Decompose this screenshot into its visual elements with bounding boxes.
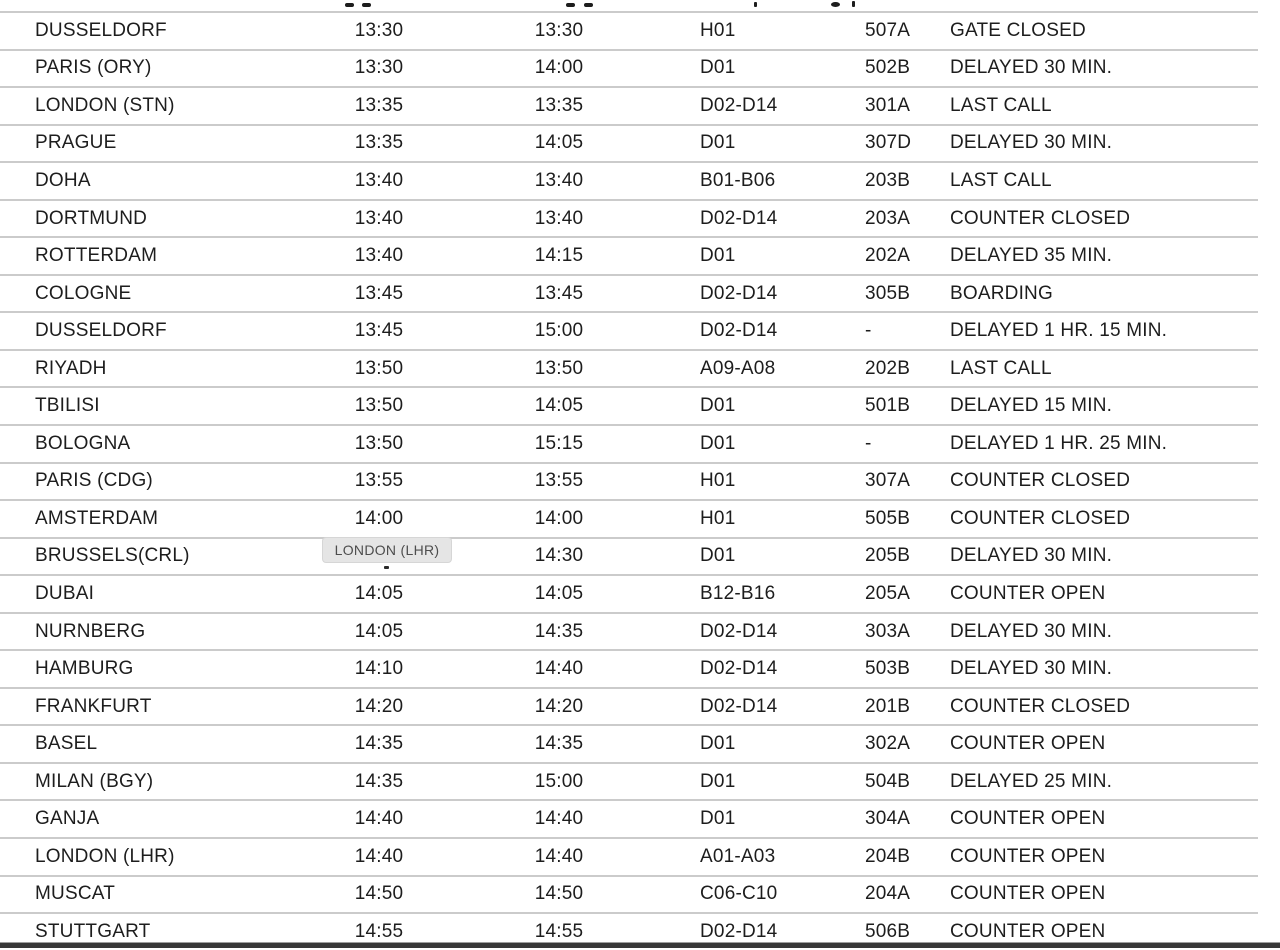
expected-time-cell: 13:30 [534,19,584,41]
expected-time-cell: 14:05 [534,582,584,604]
destination-cell: DUSSELDORF [35,19,167,41]
scheduled-time-cell: 13:30 [354,19,404,41]
gate-cell: 504B [865,770,911,792]
destination-cell: LONDON (STN) [35,94,175,116]
expected-time-cell: 14:35 [534,620,584,642]
expected-time-cell: 14:35 [534,733,584,755]
gate-cell: - [865,432,872,454]
destination-cell: LONDON (LHR) [35,845,175,867]
table-row[interactable] [0,762,1258,800]
expected-time-cell: 13:40 [534,207,584,229]
table-row[interactable] [0,11,1258,49]
status-cell: COUNTER OPEN [950,733,1106,755]
destination-cell: NURNBERG [35,620,146,642]
gate-cell: 507A [865,19,911,41]
scheduled-time-cell: 13:50 [354,432,404,454]
destination-cell: BASEL [35,733,98,755]
checkin-desk-cell: D01 [700,545,736,567]
gate-cell: 302A [865,733,911,755]
table-row[interactable] [0,236,1258,274]
destination-cell: PRAGUE [35,132,117,154]
scheduled-time-cell: 14:10 [354,658,404,680]
table-row[interactable] [0,687,1258,725]
status-cell: GATE CLOSED [950,19,1086,41]
scheduled-time-cell: 13:30 [354,57,404,79]
table-row[interactable] [0,462,1258,500]
destination-cell: AMSTERDAM [35,507,159,529]
scheduled-time-cell: 14:20 [354,695,404,717]
scheduled-time-cell: 13:45 [354,320,404,342]
expected-time-cell: 14:15 [534,245,584,267]
gate-cell: 503B [865,658,911,680]
status-cell: COUNTER OPEN [950,808,1106,830]
checkin-desk-cell: D02-D14 [700,282,778,304]
gate-cell: 506B [865,920,911,942]
status-cell: COUNTER OPEN [950,883,1106,905]
expected-time-cell: 13:45 [534,282,584,304]
checkin-desk-cell: D01 [700,132,736,154]
scheduled-time-cell: 14:55 [354,920,404,942]
gate-cell: 502B [865,57,911,79]
table-row[interactable] [0,386,1258,424]
scheduled-time-cell: 13:55 [354,470,404,492]
table-row[interactable] [0,274,1258,312]
checkin-desk-cell: D01 [700,733,736,755]
table-row[interactable] [0,311,1258,349]
destination-cell: PARIS (CDG) [35,470,153,492]
table-row[interactable] [0,49,1258,87]
gate-cell: 303A [865,620,911,642]
scheduled-time-cell: 13:40 [354,207,404,229]
destination-cell: BOLOGNA [35,432,131,454]
expected-time-cell: 14:05 [534,395,584,417]
gate-cell: - [865,320,872,342]
expected-time-cell: 13:40 [534,169,584,191]
checkin-desk-cell: A01-A03 [700,845,776,867]
table-row[interactable] [0,537,1258,575]
checkin-desk-cell: D02-D14 [700,94,778,116]
expected-time-cell: 14:40 [534,808,584,830]
checkin-desk-cell: D01 [700,808,736,830]
scheduled-time-cell: 13:35 [354,94,404,116]
destination-cell: TBILISI [35,395,100,417]
scheduled-time-cell: 13:50 [354,395,404,417]
expected-time-cell: 14:00 [534,507,584,529]
status-cell: DELAYED 1 HR. 15 MIN. [950,320,1168,342]
status-cell: DELAYED 35 MIN. [950,245,1113,267]
gate-cell: 505B [865,507,911,529]
checkin-desk-cell: D02-D14 [700,920,778,942]
expected-time-cell: 15:00 [534,770,584,792]
checkin-desk-cell: D02-D14 [700,658,778,680]
gate-cell: 204A [865,883,911,905]
status-cell: COUNTER OPEN [950,920,1106,942]
checkin-desk-cell: D01 [700,770,736,792]
destination-cell: MUSCAT [35,883,116,905]
table-row[interactable] [0,349,1258,387]
gate-cell: 301A [865,94,911,116]
gate-cell: 307A [865,470,911,492]
status-cell: DELAYED 15 MIN. [950,395,1113,417]
gate-cell: 304A [865,808,911,830]
status-cell: COUNTER CLOSED [950,507,1131,529]
table-row[interactable] [0,161,1258,199]
checkin-desk-cell: A09-A08 [700,357,776,379]
table-row[interactable] [0,86,1258,124]
destination-cell: ROTTERDAM [35,245,158,267]
destination-cell: PARIS (ORY) [35,57,152,79]
expected-time-cell: 13:50 [534,357,584,379]
checkin-desk-cell: D02-D14 [700,320,778,342]
expected-time-cell: 15:15 [534,432,584,454]
table-row[interactable] [0,724,1258,762]
status-cell: COUNTER OPEN [950,845,1106,867]
table-row[interactable] [0,612,1258,650]
status-cell: COUNTER CLOSED [950,695,1131,717]
destination-cell: COLOGNE [35,282,132,304]
gate-cell: 205A [865,582,911,604]
status-cell: LAST CALL [950,357,1052,379]
checkin-desk-cell: B01-B06 [700,169,776,191]
bottom-edge-bar [0,942,1280,948]
status-cell: COUNTER CLOSED [950,470,1131,492]
checkin-desk-cell: H01 [700,507,736,529]
gate-cell: 202B [865,357,911,379]
scheduled-time-cell: 13:45 [354,282,404,304]
expected-time-cell: 13:35 [534,94,584,116]
gate-cell: 203A [865,207,911,229]
status-cell: COUNTER OPEN [950,582,1106,604]
destination-cell: DORTMUND [35,207,148,229]
status-cell: LAST CALL [950,94,1052,116]
destination-cell: BRUSSELS(CRL) [35,545,190,567]
scheduled-time-cell: 14:35 [354,733,404,755]
checkin-desk-cell: D01 [700,395,736,417]
expected-time-cell: 14:40 [534,658,584,680]
table-row[interactable] [0,875,1258,913]
status-cell: DELAYED 30 MIN. [950,132,1113,154]
gate-cell: 201B [865,695,911,717]
gate-cell: 305B [865,282,911,304]
destination-cell: DUBAI [35,582,95,604]
destination-cell: FRANKFURT [35,695,152,717]
checkin-desk-cell: H01 [700,19,736,41]
gate-cell: 204B [865,845,911,867]
hover-tooltip [322,537,452,563]
checkin-desk-cell: D01 [700,57,736,79]
gate-cell: 501B [865,395,911,417]
expected-time-cell: 15:00 [534,320,584,342]
expected-time-cell: 13:55 [534,470,584,492]
destination-cell: DOHA [35,169,91,191]
tooltip-label: LONDON (LHR) [334,542,440,558]
expected-time-cell: 14:05 [534,132,584,154]
destination-cell: MILAN (BGY) [35,770,154,792]
expected-time-cell: 14:00 [534,57,584,79]
status-cell: DELAYED 25 MIN. [950,770,1113,792]
checkin-desk-cell: H01 [700,470,736,492]
destination-cell: RIYADH [35,357,107,379]
status-cell: DELAYED 1 HR. 25 MIN. [950,432,1168,454]
table-row[interactable] [0,499,1258,537]
status-cell: COUNTER CLOSED [950,207,1131,229]
scheduled-time-cell: 13:40 [354,169,404,191]
destination-cell: HAMBURG [35,658,134,680]
destination-cell: STUTTGART [35,920,151,942]
table-row[interactable] [0,424,1258,462]
scheduled-time-cell: 14:50 [354,883,404,905]
status-cell: DELAYED 30 MIN. [950,57,1113,79]
scheduled-time-cell: 13:40 [354,245,404,267]
scheduled-time-cell: 14:05 [354,620,404,642]
gate-cell: 205B [865,545,911,567]
scheduled-time-cell: 14:40 [354,808,404,830]
gate-cell: 203B [865,169,911,191]
destination-cell: DUSSELDORF [35,320,167,342]
checkin-desk-cell: D02-D14 [700,620,778,642]
table-row[interactable] [0,574,1258,612]
status-cell: DELAYED 30 MIN. [950,620,1113,642]
destination-cell: GANJA [35,808,100,830]
checkin-desk-cell: D01 [700,245,736,267]
gate-cell: 307D [865,132,912,154]
scheduled-time-cell: 14:00 [354,507,404,529]
table-row[interactable] [0,799,1258,837]
checkin-desk-cell: D02-D14 [700,207,778,229]
status-cell: DELAYED 30 MIN. [950,658,1113,680]
table-row[interactable] [0,837,1258,875]
expected-time-cell: 14:55 [534,920,584,942]
expected-time-cell: 14:30 [534,545,584,567]
checkin-desk-cell: C06-C10 [700,883,778,905]
status-cell: LAST CALL [950,169,1052,191]
table-row[interactable] [0,199,1258,237]
table-row[interactable] [0,124,1258,162]
checkin-desk-cell: D02-D14 [700,695,778,717]
scheduled-time-cell: 14:40 [354,845,404,867]
scheduled-time-cell: 13:50 [354,357,404,379]
checkin-desk-cell: D01 [700,432,736,454]
expected-time-cell: 14:50 [534,883,584,905]
status-cell: BOARDING [950,282,1053,304]
gate-cell: 202A [865,245,911,267]
scheduled-time-cell: 14:35 [354,770,404,792]
expected-time-cell: 14:40 [534,845,584,867]
checkin-desk-cell: B12-B16 [700,582,776,604]
obscured-text-fragment [384,566,389,569]
status-cell: DELAYED 30 MIN. [950,545,1113,567]
expected-time-cell: 14:20 [534,695,584,717]
scheduled-time-cell: 13:35 [354,132,404,154]
scheduled-time-cell: 14:05 [354,582,404,604]
table-row[interactable] [0,649,1258,687]
